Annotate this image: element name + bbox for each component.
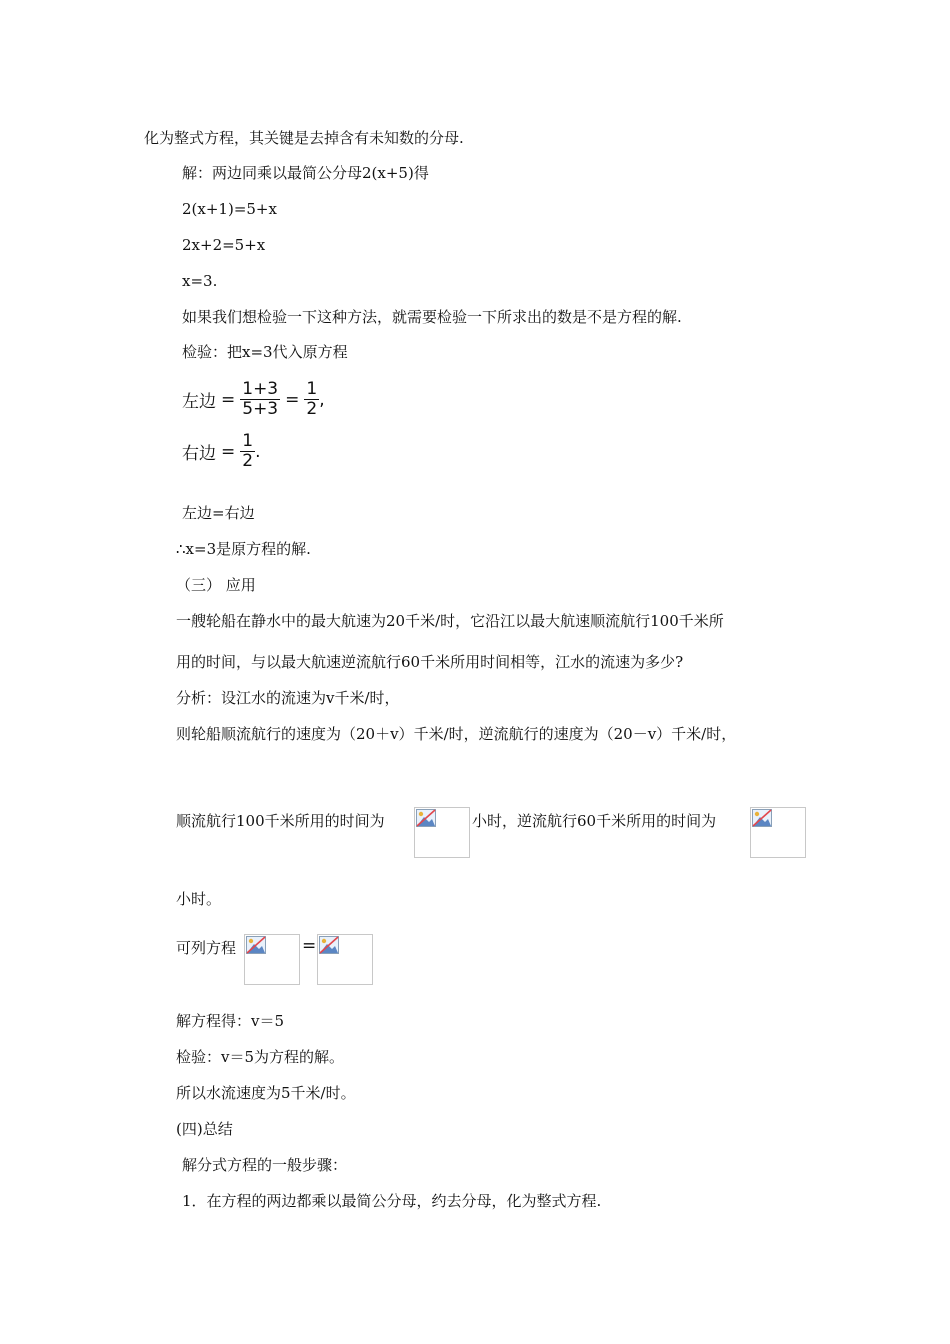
line-15a: 顺流航行100千米所用的时间为	[176, 812, 385, 830]
left-label: 左边	[182, 392, 216, 412]
line-7: 检验：把x=3代入原方程	[182, 343, 348, 361]
line-3: 2(x+1)=5+x	[182, 200, 277, 218]
line-13: 分析：设江水的流速为v千米/时，	[176, 689, 400, 707]
line-15b: 小时，逆流航行60千米所用的时间为	[472, 812, 717, 830]
right-fraction-denominator: 2	[242, 451, 254, 471]
left-result-numerator: 1	[306, 379, 318, 399]
check-right-equation	[182, 432, 260, 471]
line-16: 小时。	[176, 890, 222, 908]
line-17b: =	[302, 936, 317, 956]
broken-image-icon	[752, 809, 772, 827]
line-19: 检验：v＝5为方程的解。	[176, 1048, 345, 1066]
line-6: 如果我们想检验一下这种方法，就需要检验一下所求出的数是不是方程的解.	[182, 308, 682, 326]
image-placeholder-3	[244, 934, 300, 985]
broken-image-icon	[319, 936, 339, 954]
line-11: 一艘轮船在静水中的最大航速为20千米/时，它沿江以最大航速顺流航行100千米所	[176, 612, 724, 630]
check-left-equation	[182, 380, 325, 419]
comma: ,	[319, 389, 325, 410]
line-22: 解分式方程的一般步骤：	[182, 1156, 348, 1174]
right-fraction-numerator: 1	[242, 431, 254, 451]
right-fraction	[240, 432, 255, 471]
equals-sign: =	[285, 389, 300, 410]
line-8: 左边=右边	[182, 504, 255, 522]
left-fraction-numerator: 1+3	[242, 379, 279, 399]
line-1: 化为整式方程，其关键是去掉含有未知数的分母.	[144, 129, 464, 147]
line-12: 用的时间，与以最大航速逆流航行60千米所用时间相等，江水的流速为多少?	[176, 653, 684, 671]
line-20: 所以水流速度为5千米/时。	[176, 1084, 356, 1102]
broken-image-icon	[246, 936, 266, 954]
equals-sign: =	[221, 441, 236, 462]
image-placeholder-1	[414, 807, 470, 858]
line-9: ∴x=3是原方程的解.	[176, 540, 311, 558]
right-label: 右边	[182, 444, 216, 464]
equals-sign: =	[221, 389, 236, 410]
left-result-denominator: 2	[306, 399, 318, 419]
left-fraction	[240, 380, 280, 419]
line-5: x=3.	[182, 272, 218, 290]
line-17a: 可列方程	[176, 939, 237, 957]
left-result-fraction	[304, 380, 319, 419]
line-21: (四)总结	[176, 1120, 233, 1138]
line-2: 解：两边同乘以最简公分母2(x+5)得	[182, 164, 429, 182]
line-4: 2x+2=5+x	[182, 236, 266, 254]
line-18: 解方程得：v＝5	[176, 1012, 285, 1030]
left-fraction-denominator: 5+3	[242, 399, 279, 419]
line-10: （三） 应用	[176, 576, 256, 594]
broken-image-icon	[416, 809, 436, 827]
image-placeholder-4	[317, 934, 373, 985]
line-23: 1．在方程的两边都乘以最简公分母，约去分母，化为整式方程.	[182, 1192, 602, 1210]
image-placeholder-2	[750, 807, 806, 858]
period: .	[255, 441, 261, 462]
line-14: 则轮船顺流航行的速度为（20＋v）千米/时，逆流航行的速度为（20－v）千米/时，	[176, 725, 737, 743]
